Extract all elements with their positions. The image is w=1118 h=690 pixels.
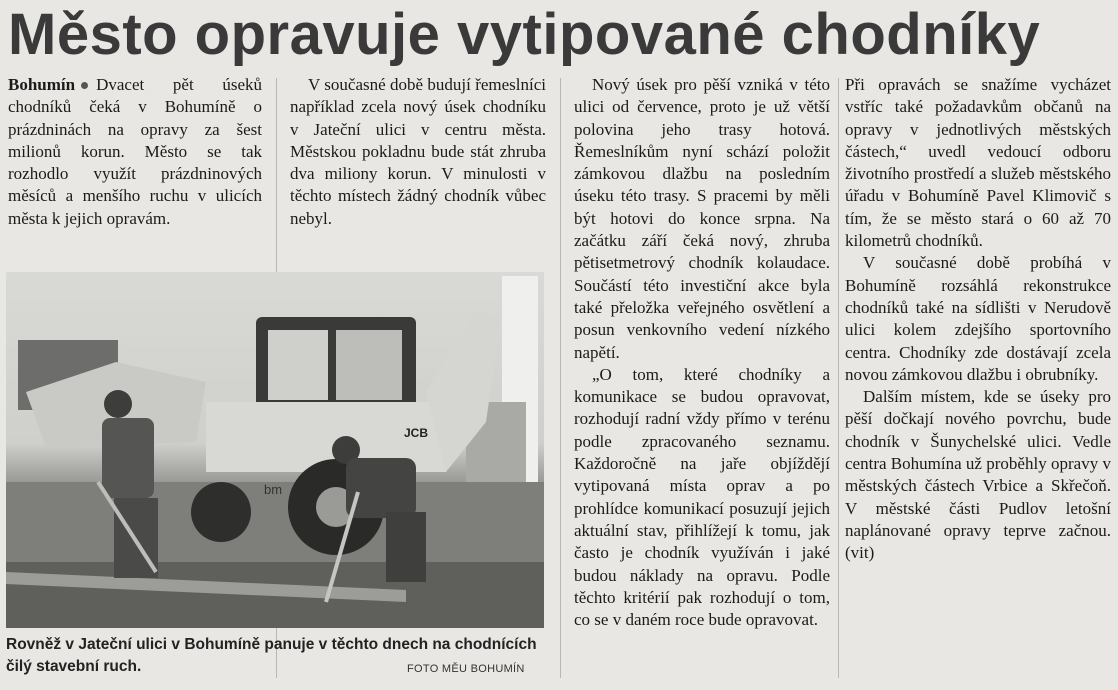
lead-paragraph — [8, 74, 262, 230]
column-rule-2 — [560, 78, 561, 678]
front-wheel — [191, 482, 251, 542]
machine-label: bm — [264, 482, 283, 497]
column-rule-3 — [838, 78, 839, 678]
article-column-4 — [845, 74, 1111, 565]
construction-photo — [6, 272, 544, 628]
paragraph: Nový úsek pro pěší vzniká v této ulici od července, proto je už větší polovina jeho trasy hotová. Řemeslníkům nyní schází položit zámkovou dlažbu na posledním úseku této trasy. S pracemi by měli být hotovi do konce srpna. Na začátku září čeká nový, zhruba pětisetmetrový chodník kolaudace. Součástí této investiční akce byla také přeložka veřejného osvětlení a posun venkovního vedení nízkého napětí. — [574, 75, 830, 362]
headline: Město opravuje vytipované chodníky — [8, 2, 1041, 67]
article-column-2 — [290, 74, 546, 230]
article-column-1 — [8, 74, 262, 230]
paragraph: Dalším místem, kde se úseky pro pěší dočkají nového povrchu, bude chodník v Šunychelské ulici. Vedle centra Bohumína už proběhly opravy v městských částech Vrbice a Skřečoň. V městské části Pudlov letošní naplánované opravy teprve začnou. (vit) — [845, 387, 1111, 563]
article-column-3 — [574, 74, 830, 631]
photo-illustration — [6, 272, 544, 628]
photo-caption: Rovněž v Jateční ulici v Bohumíně panuje v těchto dnech na chodnících čilý stavební ruch. — [6, 636, 537, 675]
paragraph: V současné době budují řemeslníci například zcela nový úsek chodníku v Jateční ulici v centru města. Městskou pokladnu bude stát zhruba dva miliony korun. V minulosti v těchto místech žádný chodník vůbec nebyl. — [290, 75, 546, 228]
place-name: Bohumín — [8, 75, 76, 94]
photo-credit: FOTO MĚU BOHUMÍN — [407, 663, 525, 675]
lead-text: Dvacet pět úseků chodníků čeká v Bohumíně o prázdninách na opravy za šest milionů korun. Město se tak rozhodlo využít prázdninových měsíců a menšího ruchu v ulicích města k jejich opravám. — [8, 75, 262, 228]
bullet-dot — [81, 82, 88, 89]
paragraph: V současné době probíhá v Bohumíně rozsáhlá rekonstrukce chodníků také na sídlišti v Nerudově ulici kolem zdejšího sportovního centra. Chodníky zde dostávají zcela novou zámkovou dlažbu i obrubníky. — [845, 253, 1111, 384]
machine-logo: JCB — [404, 426, 429, 440]
paragraph: Při opravách se snažíme vycházet vstříc také požadavkům občanů na opravy v jednotlivých městských částech,“ uvedl vedoucí odboru životního prostředí a služeb městského úřadu v Bohumíně Pavel Klimovič s tím, že se město stará o 60 až 70 kilometrů chodníků. — [845, 75, 1111, 251]
paragraph: „O tom, které chodníky a komunikace se budou opravovat, rozhodují radní vždy přímo v terénu podle zpracovaného seznamu. Každoročně na jaře objíždějí vytipovaná místa oprav a po prohlídce komunikací posuzují jejich aktuální stav, přihlížejí k tomu, jak často je chodník využíván i jaké budou náklady na opravu. Podle těchto kritérií pak rozhodují o tom, co se v daném roce bude opravovat. — [574, 364, 830, 630]
